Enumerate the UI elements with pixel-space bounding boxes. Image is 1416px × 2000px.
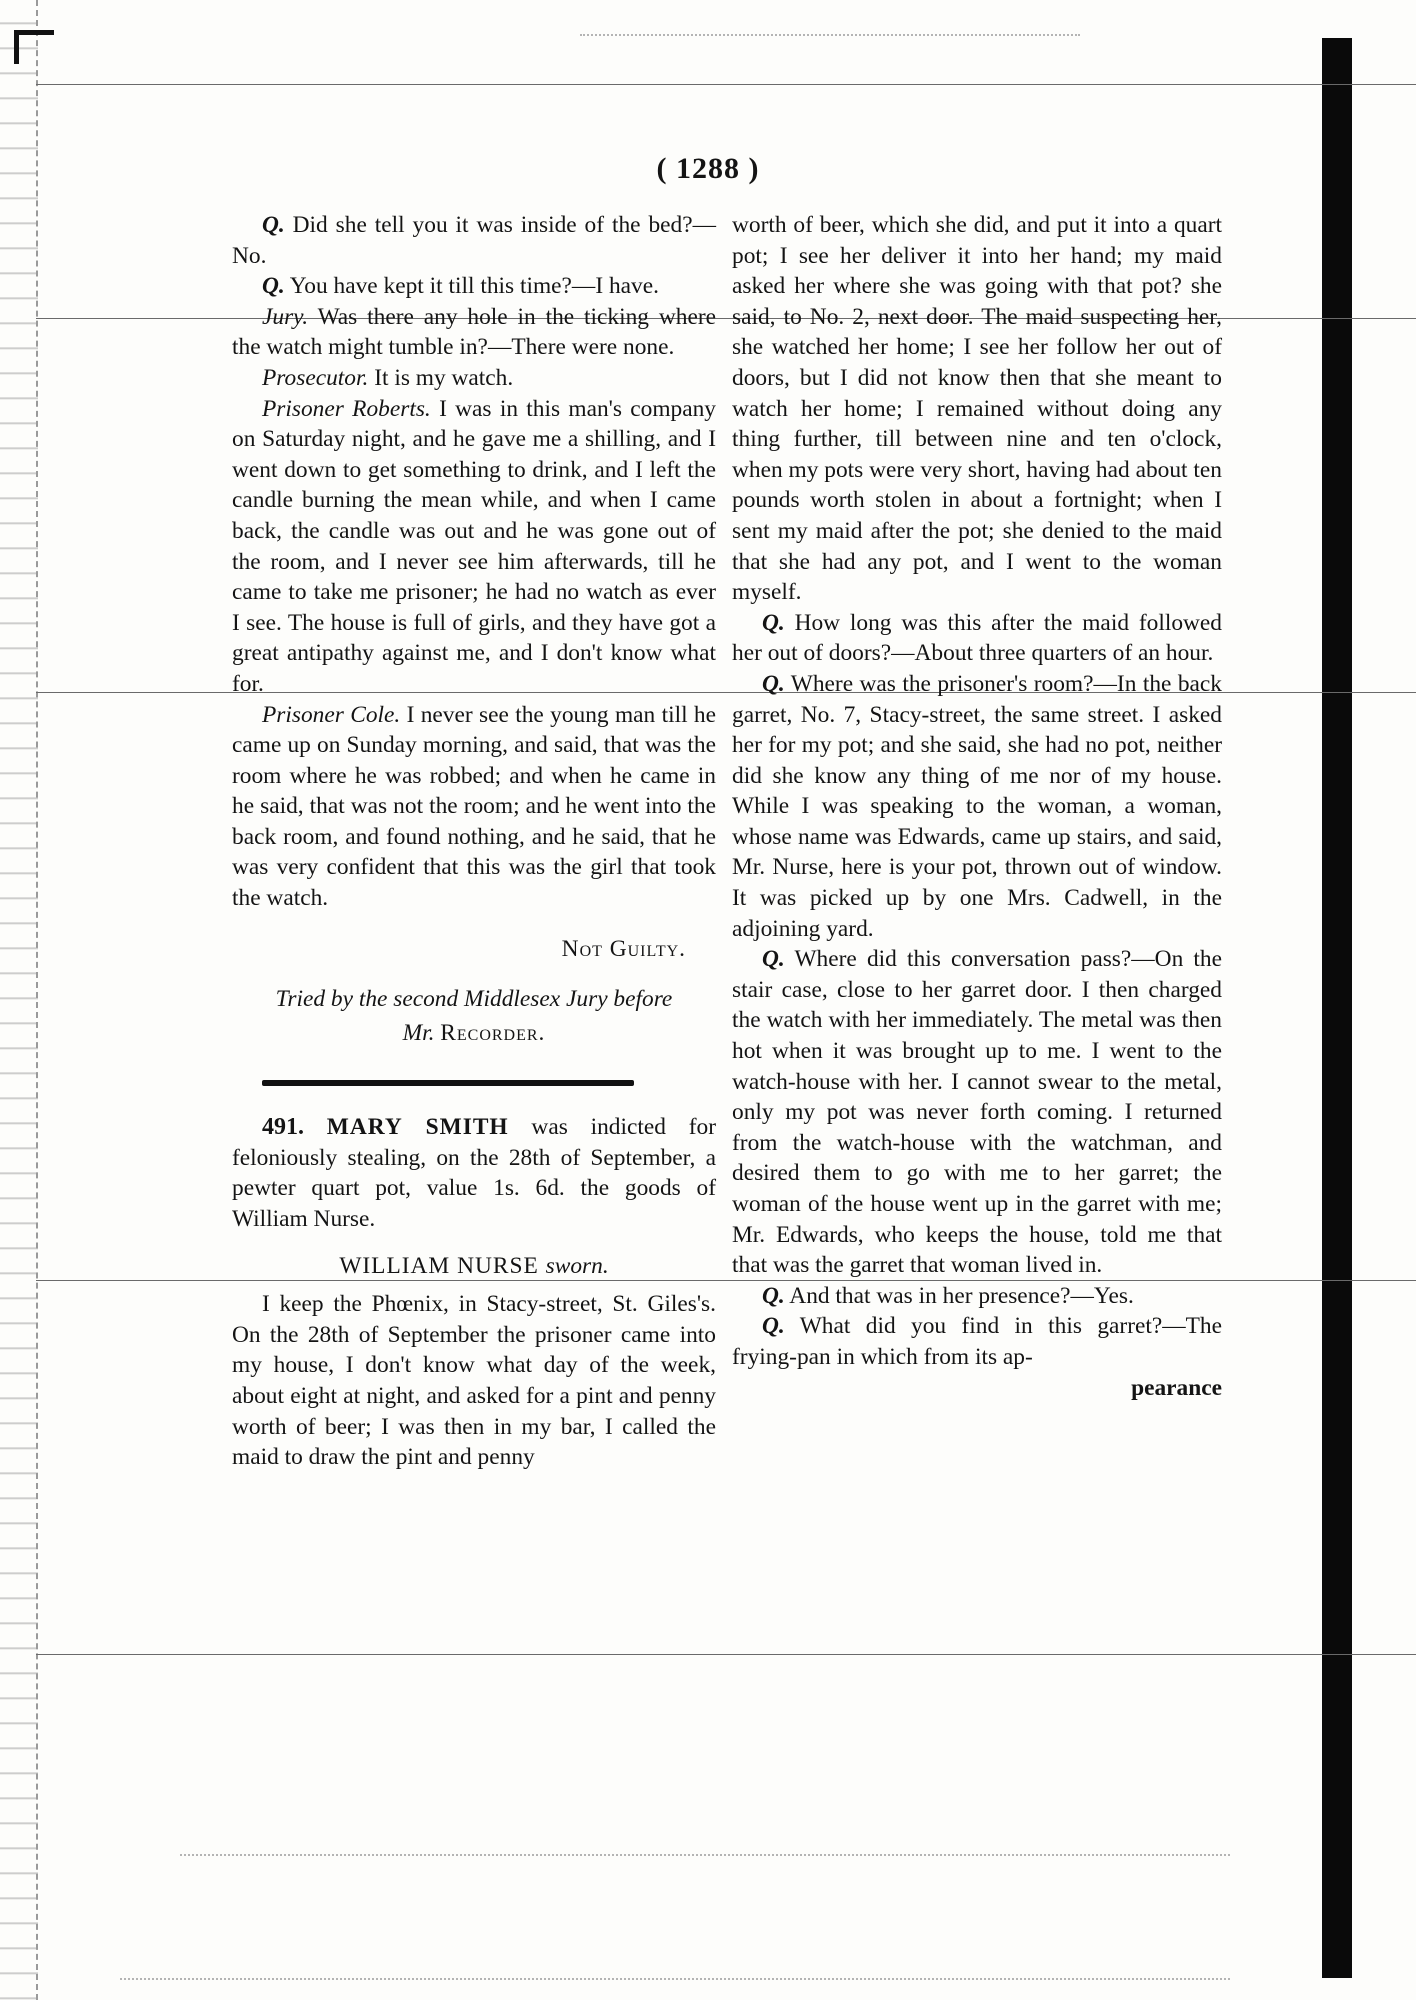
scan-binding-shadow	[1322, 38, 1352, 1978]
question-paragraph	[732, 608, 1222, 669]
scan-line-top	[36, 84, 1416, 85]
paragraph-text: Was there any hole in the ticking where the watch might tumble in?—There were none.	[232, 303, 716, 361]
testimony-paragraph: I keep the Phœnix, in Stacy-street, St. Giles's. On the 28th of September the prisoner came into my house, I don't know what day of the week, about eight at night, and asked for a pint and penny worth of beer; I was then in my bar, I called the maid to draw the pint and penny	[232, 1291, 716, 1471]
prosecutor-paragraph	[232, 363, 716, 394]
scan-noise-bottom	[180, 1854, 1230, 1857]
witness-name: WILLIAM NURSE	[339, 1252, 539, 1279]
paragraph-text: Where did this conversation pass?—On the stair case, close to her garret door. I then charged the watch with her immediately. The metal was then hot when it was brought up to me. I went to the watch-house with her. I cannot swear to the metal, only my pot was never forth coming. I returned from the watch-house with the watchman, and desired them to go with me to her garret; the woman of the house went up in the garret with me; Mr. Edwards, who keeps the house, told me that that was the garret that woman lived in.	[732, 946, 1222, 1279]
sworn-label: sworn.	[545, 1252, 609, 1279]
question-paragraph	[232, 271, 716, 302]
defendant-name: MARY SMITH	[326, 1114, 509, 1141]
q-marker: Q.	[762, 946, 785, 973]
question-paragraph	[732, 1281, 1222, 1312]
q-marker: Q.	[262, 212, 285, 238]
question-paragraph	[732, 1311, 1222, 1372]
case-number: 491.	[262, 1114, 304, 1141]
page-number: ( 1288 )	[656, 152, 760, 185]
question-paragraph	[732, 669, 1222, 944]
speaker-label: Prosecutor.	[262, 364, 369, 391]
paragraph-text: Where was the prisoner's room?—In the back garret, No. 7, Stacy-street, the same street. I asked her for my pot; and she said, she had no pot, neither did she know any thing of me nor of my house. While I was speaking to the woman, a woman, whose name was Edwards, came up stairs, and said, Mr. Nurse, here is your pot, thrown out of window. It was picked up by one Mrs. Cadwell, in the adjoining yard.	[732, 670, 1222, 942]
tried-by-note	[232, 982, 716, 1050]
q-marker: Q.	[762, 1313, 785, 1340]
q-marker: Q.	[762, 1282, 785, 1309]
tried-by-line: Tried by the second Middlesex Jury before	[275, 986, 673, 1013]
scan-left-edge	[0, 0, 38, 2000]
paragraph-text: It is my watch.	[368, 364, 514, 391]
paragraph-text: What did you find in this garret?—The frying-pan in which from its ap-	[732, 1313, 1222, 1370]
jury-paragraph	[232, 302, 716, 363]
verdict: Not Guilty.	[561, 935, 686, 962]
speaker-label: Prisoner Roberts.	[262, 395, 431, 422]
case-heading	[232, 1112, 716, 1234]
right-column	[732, 210, 1222, 1403]
paragraph-text: You have kept it till this time?—I have.	[284, 273, 659, 300]
paragraph-text: Did she tell you it was inside of the bed?—No.	[232, 212, 716, 269]
paragraph-text: And that was in her presence?—Yes.	[784, 1282, 1134, 1309]
q-marker: Q.	[762, 670, 785, 697]
witness-heading	[232, 1251, 716, 1282]
paragraph-text: I never see the young man till he came up on Sunday morning, and said, that was the room where he was robbed; and when he came in he said, that was not the room; and he went into the back room, and found nothing, and he said, that he was very confident that this was the girl that took the watch.	[232, 701, 716, 912]
speaker-label: Prisoner Cole.	[262, 701, 401, 728]
tried-by-recorder: Recorder.	[440, 1020, 546, 1047]
corner-crop-mark-vertical	[14, 30, 19, 64]
catchword: pearance	[1131, 1374, 1222, 1401]
scan-noise-bottom	[120, 1978, 1230, 1981]
indictment-text: was indicted for feloniously stealing, on the 28th of September, a pewter quart pot, value 1s. 6d. the goods of William Nurse.	[232, 1114, 716, 1233]
tried-by-title: Mr.	[402, 1020, 435, 1047]
question-paragraph	[732, 944, 1222, 1281]
prisoner-cole-paragraph	[232, 700, 716, 914]
corner-crop-mark	[14, 30, 54, 35]
paragraph-text: How long was this after the maid followed her out of doors?—About three quarters of an hour.	[732, 609, 1222, 667]
question-paragraph	[232, 210, 716, 271]
prisoner-roberts-paragraph	[232, 394, 716, 700]
speaker-label: Jury.	[262, 303, 309, 330]
q-marker: Q.	[262, 273, 285, 300]
testimony-continued: worth of beer, which she did, and put it into a quart pot; I see her deliver it into her hand; my maid asked her where she was going with that pot? she said, to No. 2, next door. The maid suspecting her, she watched her home; I see her follow her out of doors, but I did not know then that she meant to watch her home; I remained without doing any thing further, till between nine and ten o'clock, when my pots were very short, having had about ten pounds worth stolen in about a fortnight; when I sent my maid after the pot; she denied to the maid that she had any pot, and I went to the woman myself.	[732, 212, 1222, 606]
scan-noise-top	[580, 34, 1080, 37]
section-rule	[262, 1080, 634, 1086]
q-marker: Q.	[762, 609, 785, 636]
scan-line	[36, 1654, 1416, 1655]
paragraph-text: I was in this man's company on Saturday night, and he gave me a shilling, and I went down to get something to drink, and I left the candle burning the mean while, and when I came back, the candle was out and he was gone out of the room, and I never see him afterwards, till he came to take me prisoner; he had no watch as ever I see. The house is full of girls, and they have got a great antipathy against me, and I don't know what for.	[232, 395, 717, 697]
left-column	[232, 210, 716, 1473]
